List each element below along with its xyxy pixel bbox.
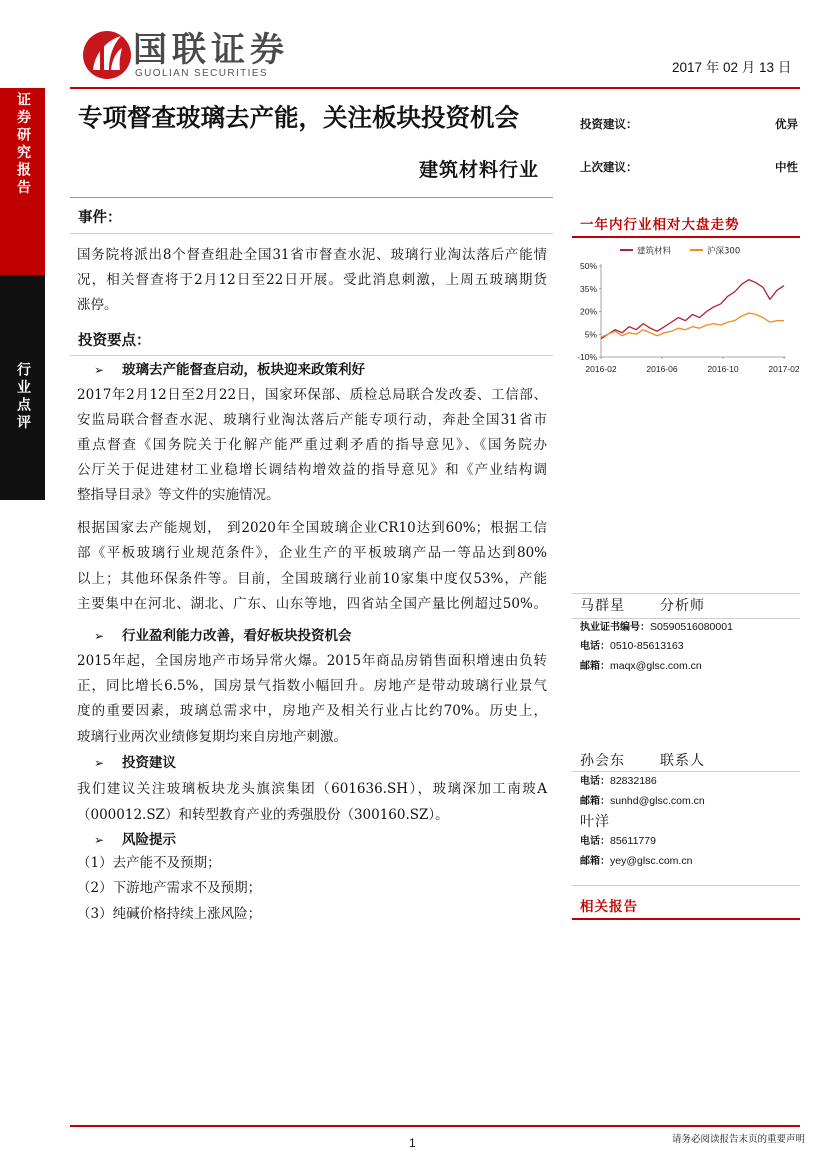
contact-phone: [580, 834, 656, 849]
chart-title: 一年内行业相对大盘走势: [580, 217, 740, 233]
section-title: 投资建议: [122, 755, 176, 771]
chart-title-rule: [572, 236, 800, 238]
report-date: 2017 年 02 月 13 日: [672, 60, 792, 75]
paragraph-line: 以上；其他环保条件等。目前，全国玻璃行业前10家集中度仅53%，产能: [77, 571, 547, 587]
rating-current-label: 投资建议：: [580, 117, 638, 131]
email-address: sunhd@glsc.com.cn: [610, 795, 705, 807]
x-tick-label: 2016-06: [646, 364, 678, 374]
paragraph-line: 整指导目录》等文件的实施情况。: [77, 487, 280, 503]
paragraph-line: 2017年2月12日至2月22日，国家环保部、质检总局联合发改委、工信部、: [77, 387, 547, 403]
report-title: 专项督查玻璃去产能，关注板块投资机会: [78, 103, 519, 132]
paragraph-line: 玻璃行业两次业绩修复期均来自房地产刺激。: [77, 729, 347, 745]
paragraph-line: 安监局联合督查水泥、玻璃行业淘汰落后产能专项行动，奔赴全国31省市: [77, 412, 547, 428]
key-points-heading: 投资要点：: [78, 332, 151, 349]
paragraph-line: 我们建议关注玻璃板块龙头旗滨集团（601636.SH），玻璃深加工南玻A: [77, 781, 547, 797]
sidebar-report-type: 证券研究报告: [15, 92, 31, 197]
legend-label: 沪深300: [707, 246, 741, 257]
legend-label: 建筑材料: [637, 246, 672, 257]
bullet-arrow-icon: ➢: [94, 833, 105, 847]
footer-disclaimer: 请务必阅读报告末页的重要声明: [671, 1134, 805, 1145]
contact-role: 联系人: [660, 753, 705, 769]
risk-item: （2）下游地产需求不及预期；: [77, 880, 262, 896]
email-label: 邮箱：: [580, 796, 610, 807]
phone-number: 0510-85613163: [610, 640, 684, 652]
analyst-role: 分析师: [660, 598, 705, 614]
paragraph-line: 2015年起，全国房地产市场异常火爆。2015年商品房销售面积增速由负转: [77, 653, 547, 669]
related-top-rule: [572, 885, 800, 886]
cert-label: 执业证书编号：: [580, 622, 650, 633]
y-tick-label: 5%: [584, 329, 597, 340]
contact-rule: [572, 771, 800, 772]
section-title: 风险提示: [122, 832, 176, 848]
contact-email: [580, 794, 705, 809]
email-label: 邮箱：: [580, 856, 610, 867]
bullet-arrow-icon: ➢: [94, 756, 105, 770]
rating-previous-label: 上次建议：: [580, 160, 638, 174]
phone-number: 82832186: [610, 775, 657, 787]
paragraph-line: （000012.SZ）和转型教育产业的秀强股份（300160.SZ）。: [77, 807, 449, 823]
related-reports-heading: 相关报告: [580, 899, 638, 915]
contact-email: [580, 854, 692, 869]
header-rule: [70, 87, 800, 89]
section-title: 玻璃去产能督查启动，板块迎来政策利好: [122, 362, 365, 378]
analyst-top-rule: [572, 593, 800, 594]
related-rule: [572, 918, 800, 920]
y-tick-label: 20%: [579, 306, 597, 317]
series-line-csi300: [601, 313, 784, 337]
phone-label: 电话：: [580, 776, 610, 787]
title-divider: [70, 197, 553, 198]
paragraph-line: 主要集中在河北、湖北、广东、山东等地，四省站全国产量比例超过50%。: [77, 596, 547, 612]
event-line: 国务院将派出8个督查组赴全国31省市督查水泥、玻璃行业淘汰落后产能情: [77, 247, 547, 263]
y-tick-label: 35%: [579, 283, 597, 294]
x-tick-label: 2016-02: [585, 364, 617, 374]
y-tick-label: 50%: [579, 261, 597, 271]
phone-label: 电话：: [580, 641, 610, 652]
x-tick-label: 2017-02: [768, 364, 800, 374]
analyst-phone: [580, 639, 684, 654]
rating-previous-value: 中性: [775, 160, 798, 174]
phone-label: 电话：: [580, 836, 610, 847]
logo-mark-icon: [80, 28, 134, 82]
logo-text-en: GUOLIAN SECURITIES: [135, 68, 268, 79]
paragraph-line: 部《平板玻璃行业规范条件》，企业生产的平板玻璃产品一等品达到80%: [77, 545, 547, 561]
contact-name: 孙会东: [580, 753, 625, 769]
event-line: 况，相关督查将于2月12日至22日开展。受此消息刺激，上周五玻璃期货: [77, 272, 547, 288]
event-divider: [70, 233, 553, 234]
cert-number: S0590516080001: [650, 621, 733, 633]
analyst-cert: [580, 620, 733, 635]
y-tick-label: -10%: [577, 352, 597, 362]
risk-item: （1）去产能不及预期；: [77, 855, 221, 871]
key-points-divider: [70, 355, 553, 356]
email-label: 邮箱：: [580, 661, 610, 672]
contact-name: 叶洋: [580, 814, 610, 830]
bullet-arrow-icon: ➢: [94, 363, 105, 377]
relative-performance-chart: [572, 240, 800, 380]
rating-current-value: 优异: [775, 117, 798, 131]
phone-number: 85611779: [610, 835, 656, 847]
x-tick-label: 2016-10: [707, 364, 739, 374]
section-title: 行业盈利能力改善，看好板块投资机会: [122, 628, 352, 644]
paragraph-line: 重点督查《国务院关于化解产能严重过剩矛盾的指导意见》、《国务院办: [77, 437, 547, 453]
risk-item: （3）纯碱价格持续上涨风险；: [77, 906, 262, 922]
sidebar-section-label: 行业点评: [15, 362, 31, 432]
paragraph-line: 公厅关于促进建材工业稳增长调结构增效益的指导意见》和《产业结构调: [77, 462, 547, 478]
event-line: 涨停。: [77, 297, 118, 313]
paragraph-line: 正，同比增长6.5%，国房景气指数小幅回升。房地产是带动玻璃行业景气: [77, 678, 547, 694]
analyst-email: [580, 659, 702, 674]
footer-rule: [70, 1125, 800, 1127]
series-line-building-materials: [601, 280, 784, 339]
page-number: 1: [409, 1136, 416, 1150]
analyst-name: 马群星: [580, 598, 625, 614]
paragraph-line: 根据国家去产能规划， 到2020年全国玻璃企业CR10达到60%；根据工信: [77, 520, 547, 536]
report-industry: 建筑材料行业: [419, 159, 540, 181]
contact-phone: [580, 774, 657, 789]
email-address: maqx@glsc.com.cn: [610, 660, 702, 672]
bullet-arrow-icon: ➢: [94, 629, 105, 643]
event-heading: 事件：: [78, 209, 122, 226]
email-address: yey@glsc.com.cn: [610, 855, 693, 867]
logo-text-cn: 国联证券: [133, 30, 289, 70]
analyst-rule: [572, 618, 800, 619]
paragraph-line: 度的重要因素，玻璃总需求中，房地产及相关行业占比约70%。历史上，: [77, 703, 547, 719]
